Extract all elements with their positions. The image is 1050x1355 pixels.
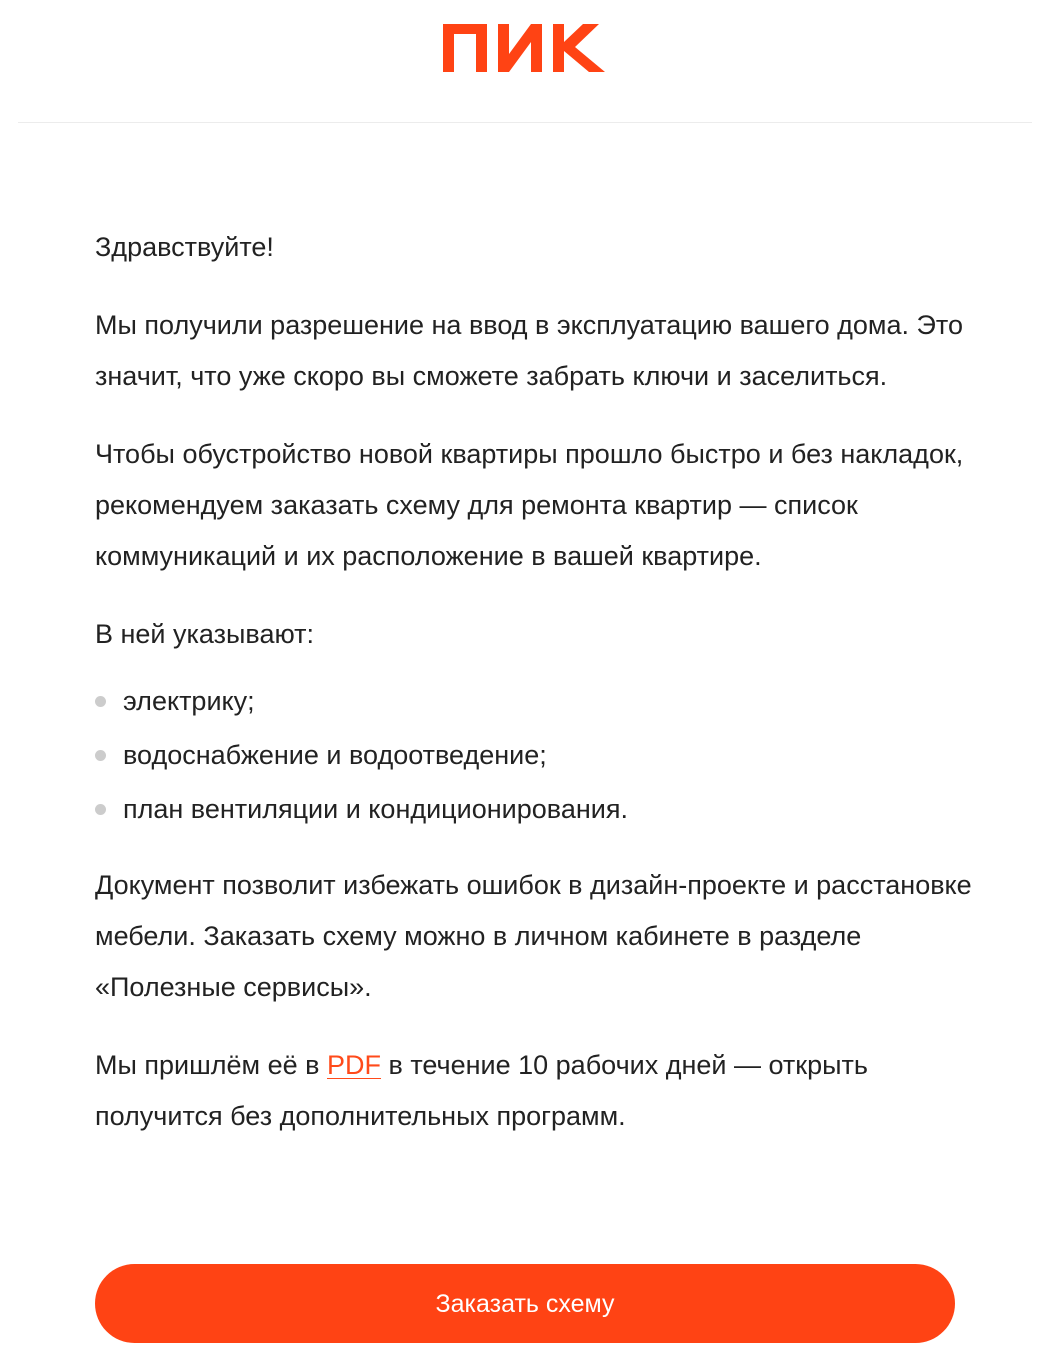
delivery-paragraph <box>95 1040 975 1142</box>
intro-paragraph: Мы получили разрешение на ввод в эксплуатацию вашего дома. Это значит, что уже скоро вы сможете забрать ключи и заселиться. <box>95 310 963 391</box>
header-divider <box>18 122 1032 123</box>
order-scheme-button[interactable]: Заказать схему <box>95 1264 955 1343</box>
email-header <box>0 0 1050 124</box>
list-item-text: электрику; <box>123 686 255 716</box>
list-item <box>95 782 975 836</box>
list-intro: В ней указывают: <box>95 619 315 649</box>
list-item <box>95 674 975 728</box>
delivery-text-end: в течение 10 рабочих дней — открыть получится без дополнительных программ. <box>95 1050 868 1131</box>
list-item-text: план вентиляции и кондиционирования. <box>123 794 628 824</box>
bullet-icon <box>95 750 106 761</box>
scheme-contents-list <box>95 674 975 836</box>
list-item <box>95 728 975 782</box>
document-paragraph: Документ позволит избежать ошибок в дизайн-проекте и расстановке мебели. Заказать схему можно в личном кабинете в разделе «Полезные сервисы». <box>95 870 972 1002</box>
pdf-link[interactable]: PDF <box>327 1050 381 1080</box>
email-body <box>95 222 975 1169</box>
list-item-text: водоснабжение и водоотведение; <box>123 740 547 770</box>
pik-logo[interactable] <box>443 20 607 76</box>
bullet-icon <box>95 804 106 815</box>
greeting-text: Здравствуйте! <box>95 232 274 262</box>
recommendation-paragraph: Чтобы обустройство новой квартиры прошло быстро и без накладок, рекомендуем заказать схему для ремонта квартир — список коммуникаций и их расположение в вашей квартире. <box>95 439 964 571</box>
bullet-icon <box>95 696 106 707</box>
delivery-text-start: Мы пришлём её в <box>95 1050 327 1080</box>
